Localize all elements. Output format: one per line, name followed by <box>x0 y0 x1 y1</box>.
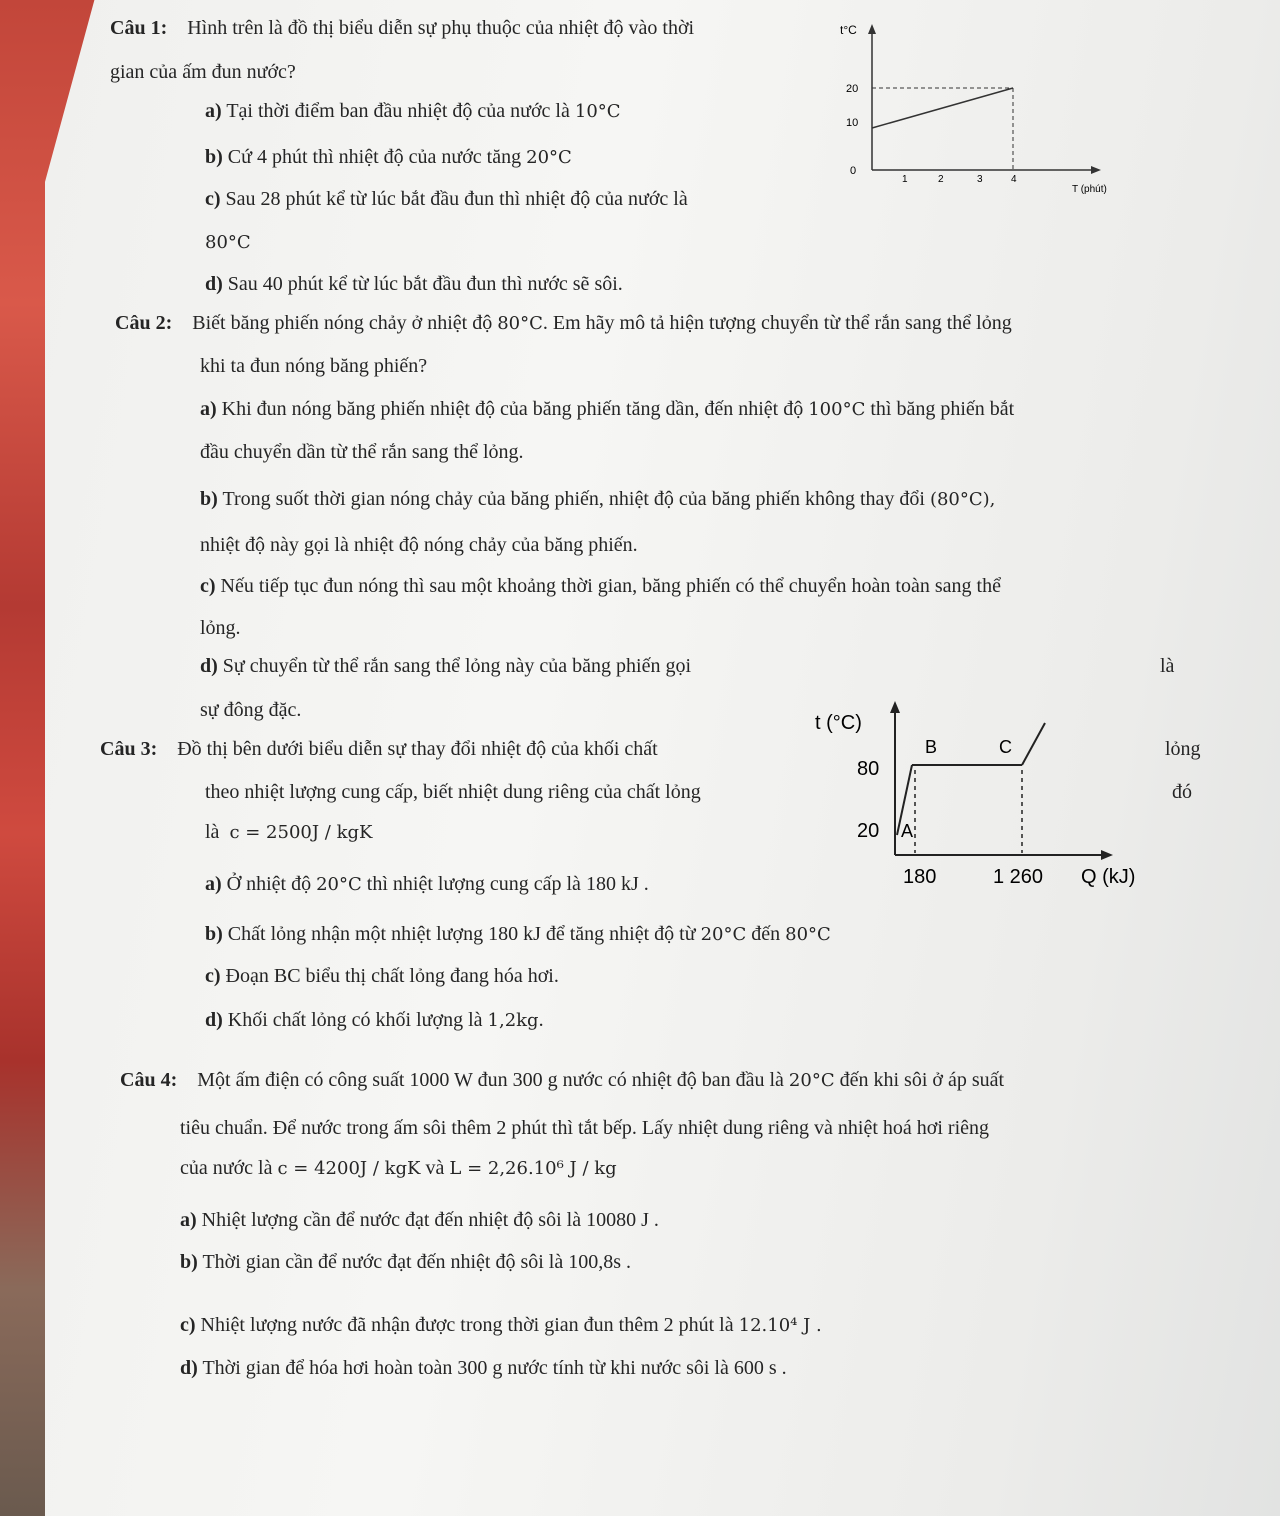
q1-option-a: a) Tại thời điểm ban đầu nhiệt độ của nước là 10°C <box>205 100 621 122</box>
q3-option-a: a) Ở nhiệt độ 20°C thì nhiệt lượng cung cấp là 180 kJ . <box>205 873 649 895</box>
q1-option-c: c) Sau 28 phút kể từ lúc bắt đầu đun thì nhiệt độ của nước là <box>205 188 688 210</box>
q3-line3: là c = 2500J / kgK <box>205 821 373 843</box>
q2-option-c-line1: c) Nếu tiếp tục đun nóng thì sau một khoảng thời gian, băng phiến có thể chuyển hoàn toàn sang thể <box>200 575 1001 597</box>
graph1-x-arrow <box>1091 166 1101 174</box>
q3-line2: theo nhiệt lượng cung cấp, biết nhiệt dung riêng của chất lỏng <box>205 781 701 803</box>
graph1-xtick-2: 2 <box>938 174 944 185</box>
graph2-xlabel: Q (kJ) <box>1081 866 1136 888</box>
graph2-temperature-heat <box>815 695 1155 895</box>
graph1-ylabel: t°C <box>840 23 857 37</box>
q2-option-a-line1: a) Khi đun nóng băng phiến nhiệt độ của băng phiến tăng dần, đến nhiệt độ 100°C thì băng phiến bắt <box>200 398 1015 420</box>
q3-option-c: c) Đoạn BC biểu thị chất lỏng đang hóa hơi. <box>205 965 559 987</box>
q2-option-a-line2: đầu chuyển dần từ thể rắn sang thể lỏng. <box>200 441 524 463</box>
q2-option-d-line2: sự đông đặc. <box>200 699 302 721</box>
graph1-ytick-0: 0 <box>850 165 857 177</box>
graph1-ytick-10: 10 <box>846 117 859 129</box>
q3-option-d: d) Khối chất lỏng có khối lượng là 1,2kg. <box>205 1009 544 1031</box>
q4-option-d: d) Thời gian để hóa hơi hoàn toàn 300 g nước tính từ khi nước sôi là 600 s . <box>180 1357 787 1379</box>
q2-option-c-line2: lỏng. <box>200 617 241 639</box>
q4-option-c: c) Nhiệt lượng nước đã nhận được trong thời gian đun thêm 2 phút là 12.10⁴ J . <box>180 1314 822 1336</box>
q2-option-d-line1-end: là <box>1160 655 1175 677</box>
q2-option-d-line1: d) Sự chuyển từ thể rắn sang thể lỏng này của băng phiến gọi <box>200 655 692 677</box>
graph2-xtick-180: 180 <box>903 866 937 888</box>
graph1-xtick-3: 3 <box>977 174 983 185</box>
q4-line3: của nước là c = 4200J / kgK và L = 2,26.10⁶ J / kg <box>180 1157 617 1179</box>
q1-option-b: b) Cứ 4 phút thì nhiệt độ của nước tăng 20°C <box>205 146 572 168</box>
q3-line1-end: lỏng <box>1165 738 1201 760</box>
graph1-data-line <box>872 88 1013 128</box>
q2-text2: khi ta đun nóng băng phiến? <box>200 355 428 377</box>
q2-option-b-line2: nhiệt độ này gọi là nhiệt độ nóng chảy của băng phiến. <box>200 534 638 556</box>
q4-option-a: a) Nhiệt lượng cần để nước đạt đến nhiệt độ sôi là 10080 J . <box>180 1209 659 1231</box>
q1-option-c-math: 80°C <box>205 232 251 253</box>
q3-line2-end: đó <box>1172 781 1192 803</box>
q1-text2: gian của ấm đun nước? <box>110 61 296 83</box>
graph1-y-arrow <box>868 24 876 34</box>
graph2-y-arrow <box>890 701 900 713</box>
q2-line1: Câu 2: Biết băng phiến nóng chảy ở nhiệt độ 80°C. Em hãy mô tả hiện tượng chuyển từ thể rắn sang thể lỏng <box>115 312 1012 334</box>
q4-option-b: b) Thời gian cần để nước đạt đến nhiệt độ sôi là 100,8s . <box>180 1251 632 1273</box>
graph1-xlabel: T (phút) <box>1072 184 1107 195</box>
q4-line2: tiêu chuẩn. Để nước trong ấm sôi thêm 2 phút thì tắt bếp. Lấy nhiệt dung riêng và nhiệt hoá hơi riêng <box>180 1117 990 1139</box>
q1-text1: Hình trên là đồ thị biểu diễn sự phụ thuộc của nhiệt độ vào thời <box>187 17 695 39</box>
q3-option-b: b) Chất lỏng nhận một nhiệt lượng 180 kJ để tăng nhiệt độ từ 20°C đến 80°C <box>205 923 831 945</box>
q2-option-b-line1: b) Trong suốt thời gian nóng chảy của băng phiến, nhiệt độ của băng phiến không thay đổi (80°C), <box>200 488 996 510</box>
graph1-ytick-20: 20 <box>846 83 859 95</box>
q4-line1: Câu 4: Một ấm điện có công suất 1000 W đun 300 g nước có nhiệt độ ban đầu là 20°C đến khi sôi ở áp suất <box>120 1069 1005 1091</box>
q1-line1 <box>110 16 694 40</box>
q1-option-d: d) Sau 40 phút kể từ lúc bắt đầu đun thì nước sẽ sôi. <box>205 273 623 295</box>
q3-line1: Câu 3: Đồ thị bên dưới biểu diễn sự thay đổi nhiệt độ của khối chất <box>100 738 658 760</box>
graph2-ytick-80: 80 <box>857 758 880 780</box>
graph2-ylabel: t (°C) <box>815 712 862 734</box>
graph2-x-arrow <box>1101 850 1113 860</box>
graph2-point-A: A <box>901 821 914 841</box>
graph1-xtick-1: 1 <box>902 174 908 185</box>
q1-label: Câu 1: <box>110 17 168 39</box>
graph1-temperature-time <box>820 20 1140 210</box>
graph2-point-C: C <box>999 737 1012 757</box>
graph1-xtick-4: 4 <box>1011 174 1017 185</box>
graph2-point-B: B <box>925 737 938 757</box>
graph2-ytick-20: 20 <box>857 820 880 842</box>
graph2-segment-after-C <box>1022 723 1045 765</box>
graph2-xtick-1260: 1 260 <box>993 866 1044 888</box>
